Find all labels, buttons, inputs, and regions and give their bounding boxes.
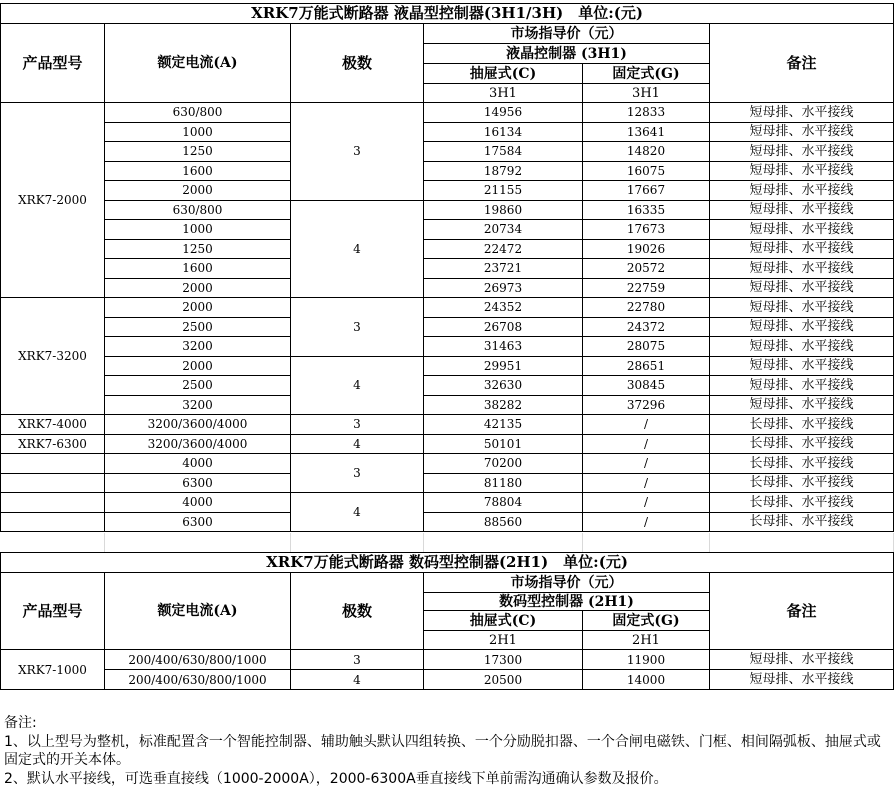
drawout-price-cell: 23721 xyxy=(424,259,583,279)
table1-header-controller: 液晶控制器 (3H1) xyxy=(424,44,710,64)
table1-header-remark: 备注 xyxy=(710,24,894,103)
remark-cell: 短母排、水平接线 xyxy=(710,650,894,670)
table-row xyxy=(1,473,894,493)
notes-line-1: 1、以上型号为整机，标准配置含一个智能控制器、辅助触头默认四组转换、一个分励脱扣器、一个合闸电磁铁、门框、相间隔弧板、抽屉式或固定式的开关本体。 xyxy=(4,733,881,768)
table2-title: XRK7万能式断路器 数码型控制器(2H1) 单位:(元) xyxy=(1,553,894,573)
fixed-price-cell: / xyxy=(583,434,710,454)
model-cell: XRK7-2000 xyxy=(1,103,105,298)
model-cell: XRK7-3200 xyxy=(1,298,105,415)
table2-header-fixed-code: 2H1 xyxy=(583,631,710,650)
current-cell: 200/400/630/800/1000 xyxy=(105,670,291,690)
current-cell: 3200 xyxy=(105,337,291,357)
current-cell: 4000 xyxy=(105,493,291,513)
current-cell: 2000 xyxy=(105,298,291,318)
fixed-price-cell: 17667 xyxy=(583,181,710,201)
table-row xyxy=(1,356,894,376)
current-cell: 1000 xyxy=(105,220,291,240)
poles-cell: 4 xyxy=(291,434,424,454)
remark-cell: 长母排、水平接线 xyxy=(710,434,894,454)
current-cell: 2500 xyxy=(105,376,291,396)
table-row xyxy=(1,454,894,474)
current-cell: 4000 xyxy=(105,454,291,474)
table-row xyxy=(1,493,894,513)
table-row xyxy=(1,103,894,123)
fixed-price-cell: 17673 xyxy=(583,220,710,240)
drawout-price-cell: 81180 xyxy=(424,473,583,493)
fixed-price-cell: 16075 xyxy=(583,161,710,181)
blank-model-cell xyxy=(1,493,105,513)
table1-title: XRK7万能式断路器 液晶型控制器(3H1/3H) 单位:(元) xyxy=(1,4,894,24)
remark-cell: 长母排、水平接线 xyxy=(710,512,894,532)
table-row xyxy=(1,298,894,318)
drawout-price-cell: 26973 xyxy=(424,278,583,298)
table1-header-fixed: 固定式(G) xyxy=(583,64,710,84)
table-row xyxy=(1,317,894,337)
poles-cell: 4 xyxy=(291,493,424,532)
table1-header-poles: 极数 xyxy=(291,24,424,103)
table-row xyxy=(1,181,894,201)
table-row xyxy=(1,670,894,690)
current-cell: 1000 xyxy=(105,122,291,142)
current-cell: 6300 xyxy=(105,473,291,493)
remark-cell: 长母排、水平接线 xyxy=(710,415,894,435)
drawout-price-cell: 17300 xyxy=(424,650,583,670)
digital-controller-price-table xyxy=(0,552,894,690)
remark-cell: 短母排、水平接线 xyxy=(710,220,894,240)
table2-header-market-price: 市场指导价（元） xyxy=(424,573,710,593)
table2-header-remark: 备注 xyxy=(710,573,894,650)
table1-header-model: 产品型号 xyxy=(1,24,105,103)
fixed-price-cell: / xyxy=(583,512,710,532)
remark-cell: 短母排、水平接线 xyxy=(710,317,894,337)
current-cell: 2500 xyxy=(105,317,291,337)
fixed-price-cell: 16335 xyxy=(583,200,710,220)
current-cell: 1600 xyxy=(105,259,291,279)
table2-header-current: 额定电流(A) xyxy=(105,573,291,650)
table-row xyxy=(1,200,894,220)
table2-header-drawout: 抽屉式(C) xyxy=(424,611,583,631)
fixed-price-cell: 28075 xyxy=(583,337,710,357)
remark-cell: 短母排、水平接线 xyxy=(710,259,894,279)
current-cell: 200/400/630/800/1000 xyxy=(105,650,291,670)
fixed-price-cell: 20572 xyxy=(583,259,710,279)
table-row xyxy=(1,415,894,435)
table-row xyxy=(1,122,894,142)
fixed-price-cell: 14820 xyxy=(583,142,710,162)
fixed-price-cell: / xyxy=(583,415,710,435)
table2-header-model: 产品型号 xyxy=(1,573,105,650)
blank-model-cell xyxy=(1,473,105,493)
remark-cell: 短母排、水平接线 xyxy=(710,103,894,123)
notes-heading: 备注: xyxy=(4,715,37,731)
fixed-price-cell: 37296 xyxy=(583,395,710,415)
drawout-price-cell: 26708 xyxy=(424,317,583,337)
notes-block xyxy=(4,714,892,788)
current-cell: 630/800 xyxy=(105,103,291,123)
remark-cell: 短母排、水平接线 xyxy=(710,356,894,376)
fixed-price-cell: 22759 xyxy=(583,278,710,298)
current-cell: 3200/3600/4000 xyxy=(105,415,291,435)
poles-cell: 4 xyxy=(291,200,424,298)
table1-header-drawout-code: 3H1 xyxy=(424,84,583,103)
fixed-price-cell: 14000 xyxy=(583,670,710,690)
remark-cell: 短母排、水平接线 xyxy=(710,239,894,259)
remark-cell: 短母排、水平接线 xyxy=(710,161,894,181)
table-row xyxy=(1,142,894,162)
drawout-price-cell: 20734 xyxy=(424,220,583,240)
table-row xyxy=(1,220,894,240)
current-cell: 2000 xyxy=(105,356,291,376)
poles-cell: 3 xyxy=(291,650,424,670)
drawout-price-cell: 38282 xyxy=(424,395,583,415)
current-cell: 1250 xyxy=(105,239,291,259)
drawout-price-cell: 24352 xyxy=(424,298,583,318)
table-row xyxy=(1,434,894,454)
table1-header-fixed-code: 3H1 xyxy=(583,84,710,103)
fixed-price-cell: 30845 xyxy=(583,376,710,396)
drawout-price-cell: 20500 xyxy=(424,670,583,690)
table-row xyxy=(1,650,894,670)
current-cell: 3200 xyxy=(105,395,291,415)
remark-cell: 短母排、水平接线 xyxy=(710,181,894,201)
fixed-price-cell: / xyxy=(583,493,710,513)
fixed-price-cell: / xyxy=(583,473,710,493)
remark-cell: 长母排、水平接线 xyxy=(710,454,894,474)
table2-header-controller: 数码型控制器 (2H1) xyxy=(424,593,710,611)
notes-line-2: 2、默认水平接线，可选垂直接线（1000-2000A），2000-6300A垂直接线下单前需沟通确认参数及报价。 xyxy=(4,770,668,787)
drawout-price-cell: 17584 xyxy=(424,142,583,162)
table-row xyxy=(1,239,894,259)
blank-model-cell xyxy=(1,454,105,474)
model-cell: XRK7-6300 xyxy=(1,434,105,454)
remark-cell: 短母排、水平接线 xyxy=(710,298,894,318)
table-row xyxy=(1,161,894,181)
drawout-price-cell: 88560 xyxy=(424,512,583,532)
current-cell: 3200/3600/4000 xyxy=(105,434,291,454)
lcd-controller-price-table xyxy=(0,3,894,532)
poles-cell: 3 xyxy=(291,415,424,435)
drawout-price-cell: 14956 xyxy=(424,103,583,123)
drawout-price-cell: 78804 xyxy=(424,493,583,513)
fixed-price-cell: / xyxy=(583,454,710,474)
table-row xyxy=(1,337,894,357)
remark-cell: 短母排、水平接线 xyxy=(710,122,894,142)
remark-cell: 长母排、水平接线 xyxy=(710,493,894,513)
poles-cell: 4 xyxy=(291,356,424,415)
drawout-price-cell: 16134 xyxy=(424,122,583,142)
fixed-price-cell: 11900 xyxy=(583,650,710,670)
drawout-price-cell: 22472 xyxy=(424,239,583,259)
remark-cell: 短母排、水平接线 xyxy=(710,670,894,690)
fixed-price-cell: 28651 xyxy=(583,356,710,376)
current-cell: 6300 xyxy=(105,512,291,532)
blank-model-cell xyxy=(1,512,105,532)
table-row xyxy=(1,376,894,396)
drawout-price-cell: 21155 xyxy=(424,181,583,201)
table1-header-current: 额定电流(A) xyxy=(105,24,291,103)
fixed-price-cell: 24372 xyxy=(583,317,710,337)
remark-cell: 短母排、水平接线 xyxy=(710,395,894,415)
drawout-price-cell: 50101 xyxy=(424,434,583,454)
remark-cell: 短母排、水平接线 xyxy=(710,142,894,162)
model-cell: XRK7-1000 xyxy=(1,650,105,690)
current-cell: 630/800 xyxy=(105,200,291,220)
drawout-price-cell: 19860 xyxy=(424,200,583,220)
drawout-price-cell: 70200 xyxy=(424,454,583,474)
table-gap xyxy=(0,533,893,552)
drawout-price-cell: 42135 xyxy=(424,415,583,435)
table-row xyxy=(1,278,894,298)
remark-cell: 短母排、水平接线 xyxy=(710,200,894,220)
table1-header-drawout: 抽屉式(C) xyxy=(424,64,583,84)
drawout-price-cell: 29951 xyxy=(424,356,583,376)
table-row xyxy=(1,395,894,415)
poles-cell: 3 xyxy=(291,103,424,201)
poles-cell: 3 xyxy=(291,454,424,493)
remark-cell: 短母排、水平接线 xyxy=(710,376,894,396)
table1-header-market-price: 市场指导价（元） xyxy=(424,24,710,44)
table2-header-fixed: 固定式(G) xyxy=(583,611,710,631)
fixed-price-cell: 22780 xyxy=(583,298,710,318)
drawout-price-cell: 31463 xyxy=(424,337,583,357)
fixed-price-cell: 13641 xyxy=(583,122,710,142)
current-cell: 2000 xyxy=(105,181,291,201)
remark-cell: 短母排、水平接线 xyxy=(710,337,894,357)
current-cell: 1250 xyxy=(105,142,291,162)
table2-header-poles: 极数 xyxy=(291,573,424,650)
current-cell: 2000 xyxy=(105,278,291,298)
fixed-price-cell: 12833 xyxy=(583,103,710,123)
remark-cell: 长母排、水平接线 xyxy=(710,473,894,493)
table-row xyxy=(1,512,894,532)
remark-cell: 短母排、水平接线 xyxy=(710,278,894,298)
model-cell: XRK7-4000 xyxy=(1,415,105,435)
table2-header-drawout-code: 2H1 xyxy=(424,631,583,650)
fixed-price-cell: 19026 xyxy=(583,239,710,259)
poles-cell: 3 xyxy=(291,298,424,357)
current-cell: 1600 xyxy=(105,161,291,181)
drawout-price-cell: 18792 xyxy=(424,161,583,181)
table-row xyxy=(1,259,894,279)
drawout-price-cell: 32630 xyxy=(424,376,583,396)
poles-cell: 4 xyxy=(291,670,424,690)
